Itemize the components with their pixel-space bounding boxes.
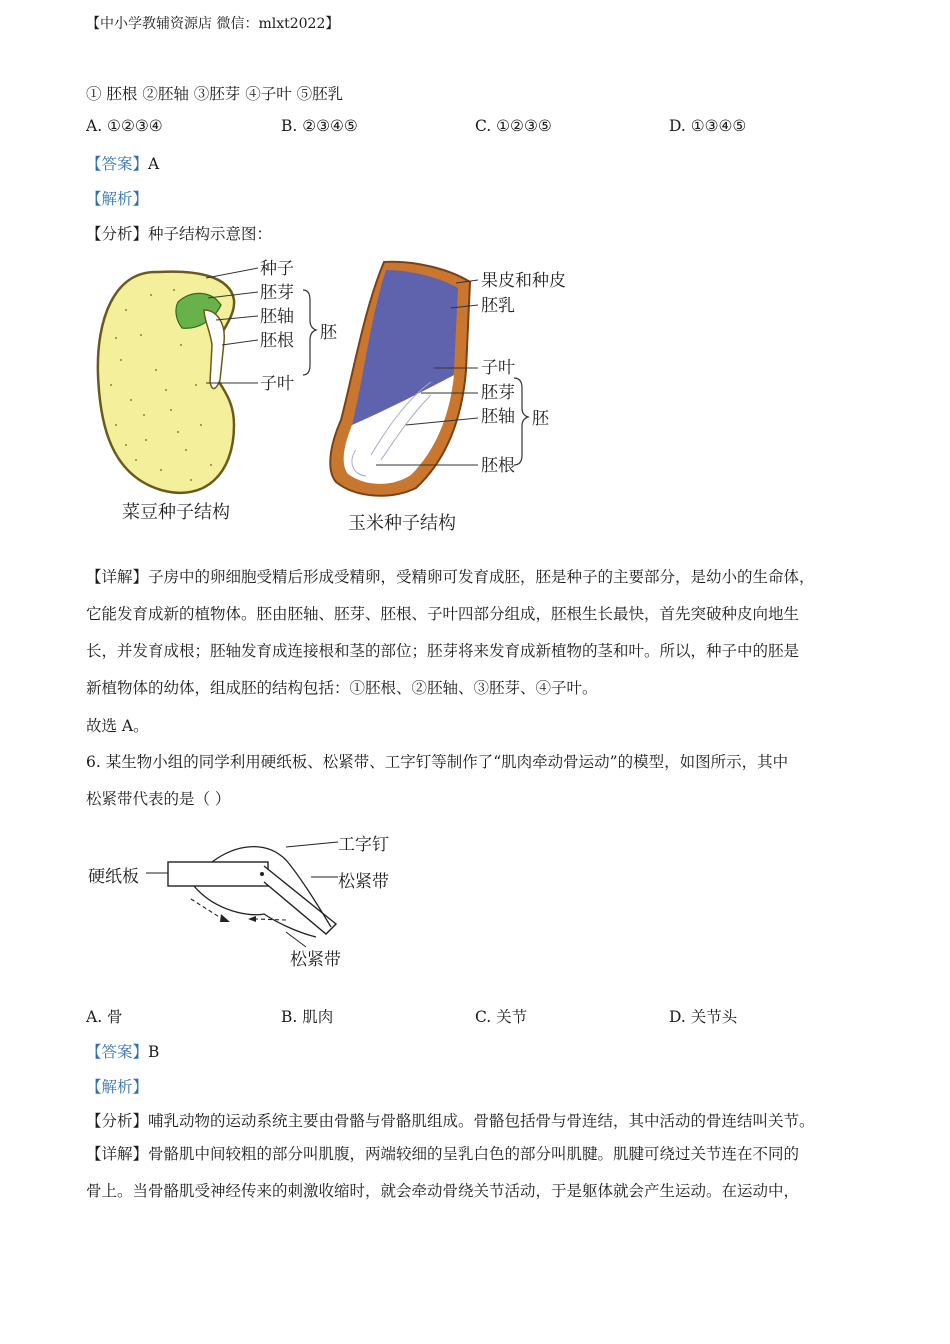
bean-bracket-embryo: 胚 (320, 323, 337, 343)
model-label-cardboard: 硬纸板 (88, 867, 139, 887)
bean-label-radicle: 胚根 (260, 331, 294, 351)
q6-xiangjie (86, 1136, 868, 1210)
q5-fenxi (86, 222, 272, 244)
cardboard-bone (168, 862, 268, 886)
q6-option-c[interactable]: C. 关节 (475, 1008, 528, 1026)
q5-items-line: ① 胚根 ②胚轴 ③胚芽 ④子叶 ⑤胚乳 (86, 85, 344, 103)
bean-label-hypocotyl: 胚轴 (260, 307, 294, 327)
q6-jiexi-tag: 【解析】 (86, 1078, 149, 1096)
seed-structure-figure (86, 250, 596, 545)
answer-tag: 【答案】 (86, 155, 149, 173)
q6-option-b[interactable]: B. 肌肉 (281, 1008, 334, 1026)
corn-label-cotyledon: 子叶 (481, 358, 515, 378)
corn-label-pericarp: 果皮和种皮 (481, 271, 566, 291)
q5-jiexi-tag: 【解析】 (86, 190, 149, 208)
xiangjie-line: 新植物体的幼体，组成胚的结构包括：①胚根、②胚轴、③胚芽、④子叶。 (86, 679, 598, 697)
xiangjie-line: 它能发育成新的植物体。胚由胚轴、胚芽、胚根、子叶四部分组成，胚根生长最快，首先突破种皮向地生 (86, 605, 800, 623)
header-watermark: 【中小学教辅资源店 微信：mlxt2022】 (86, 16, 340, 32)
corn-label-hypocotyl: 胚轴 (481, 407, 515, 427)
fenxi-text: 种子结构示意图： (148, 225, 273, 243)
bean-label-seed: 种子 (260, 259, 294, 279)
corn-label-plumule: 胚芽 (481, 383, 515, 403)
fenxi-tag: 【分析】 (86, 1112, 149, 1130)
q6-option-d[interactable]: D. 关节头 (669, 1008, 738, 1026)
q6-stem-line2: 松紧带代表的是（ ） (86, 790, 231, 808)
corn-label-radicle: 胚根 (481, 456, 515, 476)
corn-caption: 玉米种子结构 (348, 513, 456, 534)
bean-caption: 菜豆种子结构 (122, 502, 230, 523)
model-label-elastic-2: 松紧带 (290, 950, 341, 970)
corn-bracket-embryo: 胚 (532, 409, 549, 429)
q5-conclusion: 故选 A。 (86, 717, 149, 735)
xiangjie-line: 【详解】骨骼肌中间较粗的部分叫肌腹，两端较细的呈乳白色的部分叫肌腱。肌腱可绕过关节连在不同的 (86, 1145, 800, 1163)
fenxi-text: 哺乳动物的运动系统主要由骨骼与骨骼肌组成。骨骼包括骨与骨连结，其中活动的骨连结叫关节。 (148, 1112, 815, 1130)
q6-stem-line1: 6. 某生物小组的同学利用硬纸板、松紧带、工字钉等制作了“肌肉牵动骨运动”的模型，如图所示，其中 (86, 753, 789, 771)
fenxi-tag: 【分析】 (86, 225, 149, 243)
q5-option-b[interactable]: B. ②③④⑤ (281, 117, 358, 135)
corn-label-endosperm: 胚乳 (481, 296, 515, 316)
answer-tag: 【答案】 (86, 1043, 149, 1061)
q5-option-a[interactable]: A. ①②③④ (86, 117, 163, 135)
pushpin-dot (260, 872, 264, 876)
q5-option-c[interactable]: C. ①②③⑤ (475, 117, 552, 135)
xiangjie-line: 长，并发育成根；胚轴发育成连接根和茎的部位；胚芽将来发育成新植物的茎和叶。所以，种子中的胚是 (86, 642, 800, 660)
bean-label-plumule: 胚芽 (260, 283, 294, 303)
q5-option-d[interactable]: D. ①③④⑤ (669, 117, 747, 135)
q6-answer (86, 1040, 159, 1062)
xiangjie-tag: 【详解】 (86, 568, 149, 586)
q5-xiangjie (86, 559, 868, 707)
model-label-pushpin: 工字钉 (338, 835, 389, 855)
xiangjie-line: 【详解】子房中的卵细胞受精后形成受精卵，受精卵可发育成胚，胚是种子的主要部分，是幼小的生命体， (86, 568, 815, 586)
q5-answer (86, 152, 159, 174)
answer-value: A (148, 155, 160, 173)
model-label-elastic-1: 松紧带 (338, 872, 389, 892)
xiangjie-line: 骨上。当骨骼肌受神经传来的刺激收缩时，就会牵动骨绕关节活动，于是躯体就会产生运动。在运动中， (86, 1182, 800, 1200)
q6-option-a[interactable]: A. 骨 (86, 1008, 123, 1026)
answer-value: B (148, 1043, 160, 1061)
xiangjie-tag: 【详解】 (86, 1145, 149, 1163)
bean-label-cotyledon: 子叶 (260, 374, 294, 394)
q6-fenxi (86, 1109, 815, 1131)
